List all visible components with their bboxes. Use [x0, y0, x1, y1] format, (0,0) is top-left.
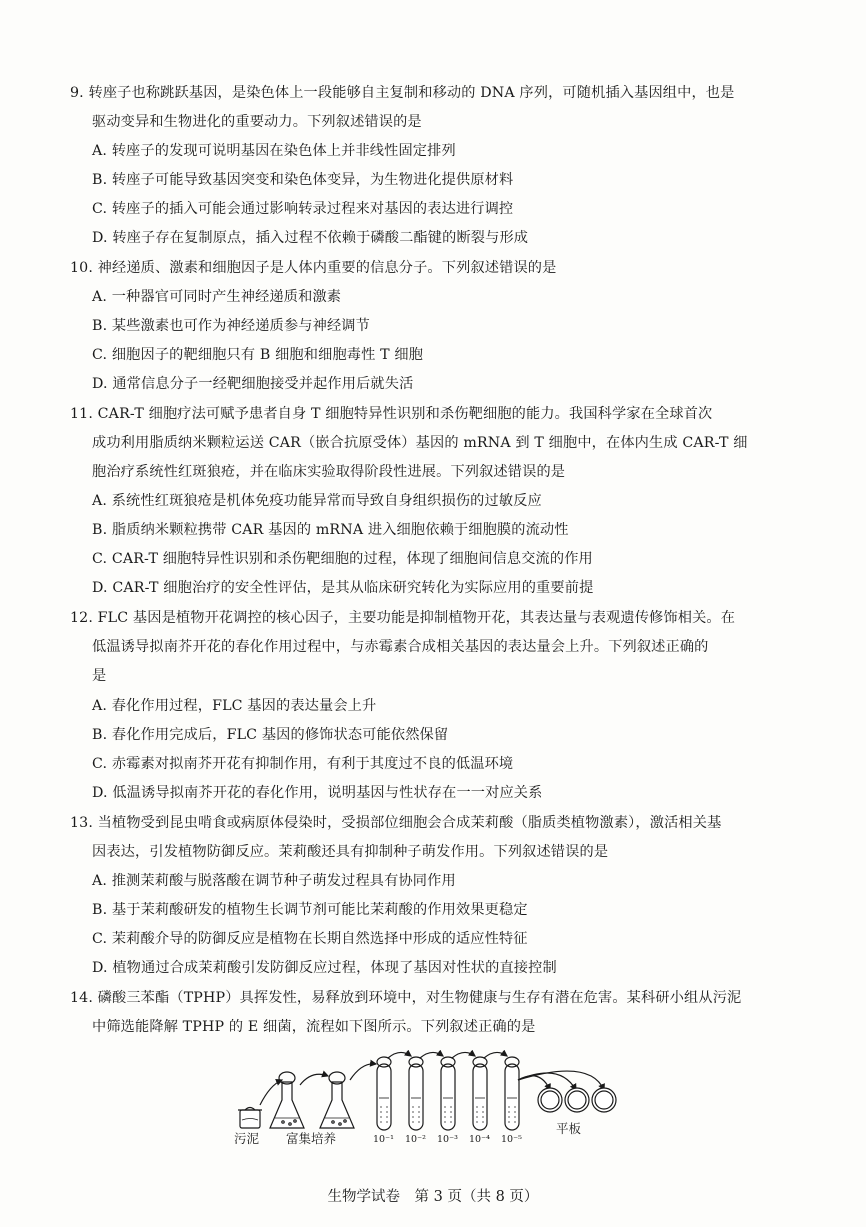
- question-stem-line: 驱动变异和生物进化的重要动力。下列叙述错误的是: [92, 114, 422, 130]
- question-stem-line: 9. 转座子也称跳跃基因，是染色体上一段能够自主复制和移动的 DNA 序列，可随机插入基因组中，也是: [70, 85, 735, 101]
- question-stem-line: 11. CAR-T 细胞疗法可赋予患者自身 T 细胞特异性识别和杀伤靶细胞的能力。我国科学家在全球首次: [70, 406, 713, 422]
- option-d: D. CAR-T 细胞治疗的安全性评估，是其从临床研究转化为实际应用的重要前提: [92, 580, 594, 596]
- option-d: D. 通常信息分子一经靶细胞接受并起作用后就失活: [92, 376, 414, 392]
- tube-label: 10⁻¹: [373, 1134, 394, 1145]
- option-b: B. 脂质纳米颗粒携带 CAR 基因的 mRNA 进入细胞依赖于细胞膜的流动性: [92, 522, 569, 538]
- flask-1-icon: [270, 1072, 304, 1128]
- tube-label: 10⁻²: [405, 1134, 426, 1145]
- option-a: A. 推测茉莉酸与脱落酸在调节种子萌发过程具有协同作用: [92, 873, 456, 889]
- option-a: A. 一种器官可同时产生神经递质和激素: [92, 289, 342, 305]
- dilution-tube-5-icon: [505, 1057, 519, 1130]
- question-stem-line: 中筛选能降解 TPHP 的 E 细菌，流程如下图所示。下列叙述正确的是: [92, 1019, 536, 1035]
- option-c: C. 茉莉酸介导的防御反应是植物在长期自然选择中形成的适应性特征: [92, 931, 528, 947]
- question-stem-line: 13. 当植物受到昆虫啃食或病原体侵染时，受损部位细胞会合成茉莉酸（脂质类植物激素），激活相关基: [70, 815, 722, 831]
- question-stem-line: 是: [92, 668, 107, 684]
- option-a: A. 转座子的发现可说明基因在染色体上并非线性固定排列: [92, 143, 456, 159]
- question-stem-line: 因表达，引发植物防御反应。茉莉酸还具有抑制种子萌发作用。下列叙述错误的是: [92, 844, 609, 860]
- option-c: C. CAR-T 细胞特异性识别和杀伤靶细胞的过程，体现了细胞间信息交流的作用: [92, 551, 593, 567]
- option-b: B. 春化作用完成后，FLC 基因的修饰状态可能依然保留: [92, 727, 449, 743]
- tube-label: 10⁻⁵: [501, 1134, 522, 1145]
- tube-label: 10⁻⁴: [469, 1134, 490, 1145]
- option-d: D. 低温诱导拟南芥开花的春化作用，说明基因与性状存在一一对应关系: [92, 785, 543, 801]
- question-stem-line: 12. FLC 基因是植物开花调控的核心因子，主要功能是抑制植物开花，其表达量与表观遗传修饰相关。在: [70, 610, 736, 626]
- option-b: B. 转座子可能导致基因突变和染色体变异，为生物进化提供原材料: [92, 172, 514, 188]
- sludge-label: 污泥: [234, 1131, 260, 1146]
- option-b: B. 某些激素也可作为神经递质参与神经调节: [92, 318, 370, 334]
- option-d: D. 转座子存在复制原点，插入过程不依赖于磷酸二酯键的断裂与形成: [92, 230, 529, 246]
- plate-1-icon: [538, 1088, 562, 1112]
- dilution-tube-2-icon: [409, 1057, 423, 1130]
- option-b: B. 基于茉莉酸研发的植物生长调节剂可能比茉莉酸的作用效果更稳定: [92, 902, 528, 918]
- plate-label: 平板: [556, 1121, 582, 1136]
- tube-label: 10⁻³: [437, 1134, 458, 1145]
- question-stem-line: 10. 神经递质、激素和细胞因子是人体内重要的信息分子。下列叙述错误的是: [70, 260, 557, 276]
- enrichment-label: 富集培养: [286, 1131, 337, 1146]
- question-stem-line: 14. 磷酸三苯酯（TPHP）具挥发性，易释放到环境中，对生物健康与生存有潜在危害。某科研小组从污泥: [70, 990, 742, 1006]
- option-a: A. 系统性红斑狼疮是机体免疫功能异常而导致自身组织损伤的过敏反应: [92, 493, 542, 509]
- dilution-tube-4-icon: [473, 1057, 487, 1130]
- question-stem-line: 低温诱导拟南芥开花的春化作用过程中，与赤霉素合成相关基因的表达量会上升。下列叙述正确的: [92, 639, 709, 655]
- question-stem-line: 胞治疗系统性红斑狼疮，并在临床实验取得阶段性进展。下列叙述错误的是: [92, 464, 566, 480]
- plate-2-icon: [565, 1088, 589, 1112]
- page-footer: 生物学试卷 第 3 页（共 8 页）: [327, 1189, 539, 1205]
- option-c: C. 赤霉素对拟南芥开花有抑制作用，有利于其度过不良的低温环境: [92, 756, 514, 772]
- screening-flow-figure: [220, 1050, 640, 1165]
- option-d: D. 植物通过合成茉莉酸引发防御反应过程，体现了基因对性状的直接控制: [92, 960, 557, 976]
- question-stem-line: 成功利用脂质纳米颗粒运送 CAR（嵌合抗原受体）基因的 mRNA 到 T 细胞中，在体内生成 CAR-T 细: [92, 435, 748, 451]
- dilution-tube-3-icon: [441, 1057, 455, 1130]
- flask-2-icon: [320, 1072, 354, 1128]
- dilution-tube-1-icon: [377, 1057, 391, 1130]
- sludge-pot-icon: [238, 1108, 262, 1129]
- option-c: C. 转座子的插入可能会通过影响转录过程来对基因的表达进行调控: [92, 201, 514, 217]
- option-a: A. 春化作用过程，FLC 基因的表达量会上升: [92, 698, 377, 714]
- plate-3-icon: [592, 1088, 616, 1112]
- option-c: C. 细胞因子的靶细胞只有 B 细胞和细胞毒性 T 细胞: [92, 347, 424, 363]
